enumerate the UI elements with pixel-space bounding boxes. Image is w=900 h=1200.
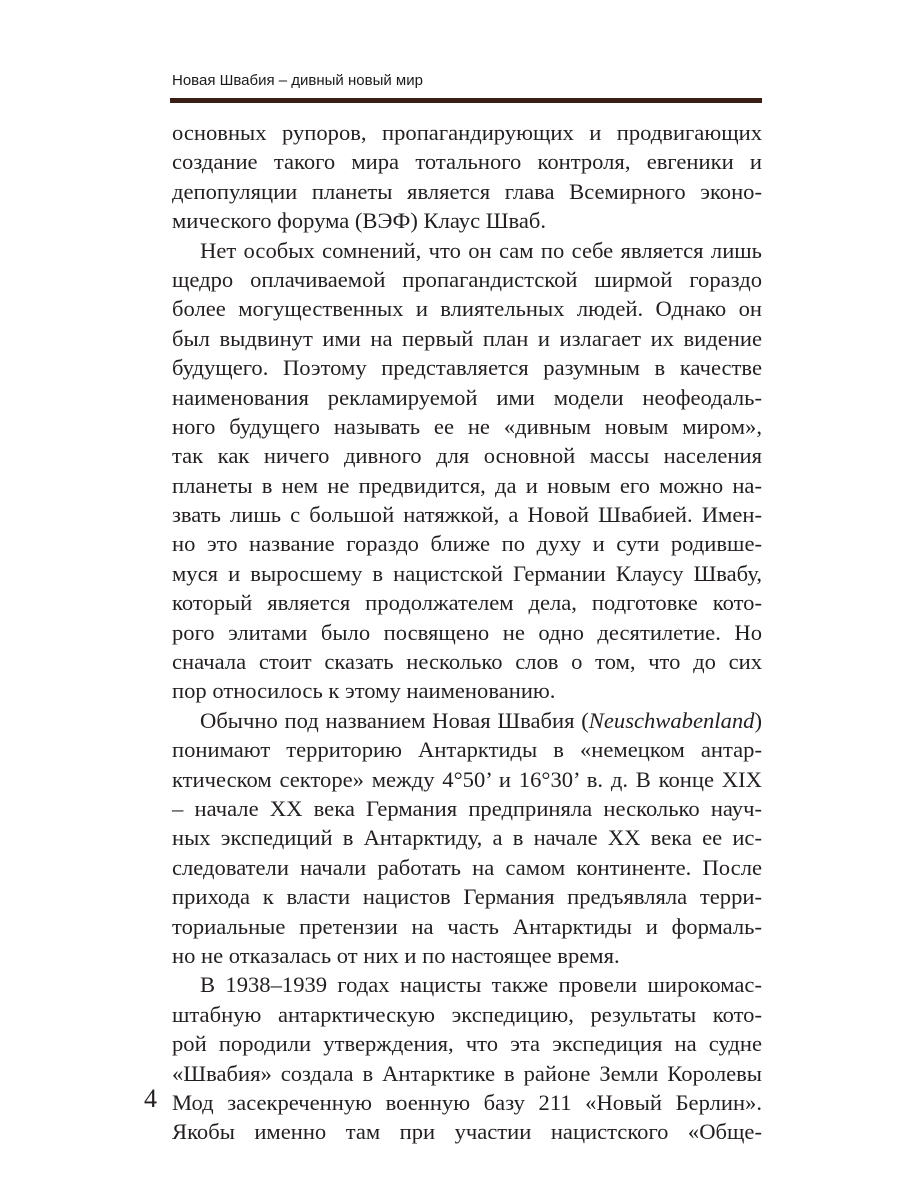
text-line: понимают территорию Антарктиды в «немецком антар- (172, 737, 762, 763)
running-head-title: Новая Швабия – дивный новый мир (172, 72, 423, 89)
text-line: но это название гораздо ближе по духу и сути родивше- (172, 531, 762, 557)
text-line: будущего. Поэтому представляется разумным в качестве (172, 355, 762, 381)
text-line: пор относилось к этому наименованию. (172, 678, 556, 704)
text-line: Нет особых сомнений, что он сам по себе является лишь (200, 237, 762, 263)
text-line: основных рупоров, пропагандирующих и продвигающих (172, 120, 762, 145)
text-line: ного будущего называть ее не «дивным новым миром», (172, 413, 762, 439)
text-line: мического форума (ВЭФ) Клаус Шваб. (172, 208, 547, 234)
text-line: наименования рекламируемой ими модели неофеодаль- (172, 384, 762, 410)
text-line: – начале XX века Германия предприняла несколько науч- (172, 795, 762, 821)
text-line: прихода к власти нацистов Германия предъявляла терри- (172, 884, 762, 910)
text-line: следователи начали работать на самом континенте. После (172, 854, 762, 880)
text-line: более могущественных и влиятельных людей. Однако он (172, 296, 762, 322)
text-line: ных экспедиций в Антарктиду, а в начале XX века ее ис- (172, 825, 762, 851)
text-line: рого элитами было посвящено не одно десятилетие. Но (172, 619, 762, 645)
text-line: В 1938–1939 годах нацисты также провели широкомас- (200, 972, 762, 998)
text-line: муся и выросшему в нацистской Германии Клаусу Швабу, (172, 560, 762, 586)
text-line: депопуляции планеты является глава Всемирного эконо- (172, 178, 762, 204)
text-line: щедро оплачиваемой пропагандистской ширмой гораздо (172, 266, 762, 292)
text-line: ктическом секторе» между 4°50’ и 16°30’ в. д. В конце XIX (172, 766, 762, 792)
text-line: «Швабия» создала в Антарктике в районе Земли Королевы (172, 1060, 762, 1086)
text-line: который является продолжателем дела, подготовке кото- (172, 590, 762, 616)
text-segment: Обычно под названием Новая Швабия ( (200, 707, 589, 733)
text-line: планеты в нем не предвидится, да и новым его можно на- (172, 472, 762, 498)
text-line: Якобы именно там при участии нацистского «Обще- (172, 1119, 762, 1145)
text-line: но не отказалась от них и по настоящее время. (172, 942, 620, 968)
text-line: создание такого мира тотального контроля, евгеники и (172, 149, 762, 175)
text-line-with-italic (172, 706, 762, 735)
page-number: 4 (144, 1084, 157, 1113)
text-line: рой породили утверждения, что эта экспедиция на судне (172, 1031, 762, 1057)
text-line: ториальные претензии на часть Антарктиды и формаль- (172, 913, 762, 939)
body-text (172, 118, 762, 1147)
text-line: звать лишь с большой натяжкой, а Новой Швабией. Имен- (172, 502, 762, 528)
text-line: штабную антарктическую экспедицию, результаты кото- (172, 1001, 762, 1027)
text-line: сначала стоит сказать несколько слов о том, что до сих (172, 649, 762, 675)
text-line: Мод засекреченную военную базу 211 «Новый Берлин». (172, 1089, 762, 1115)
header-rule (170, 98, 762, 103)
text-segment: ) (754, 707, 762, 733)
text-line: так как ничего дивного для основной массы населения (172, 443, 762, 469)
italic-term: Neuschwabenland (588, 707, 755, 733)
text-line: был выдвинут ими на первый план и излагает их видение (172, 325, 762, 351)
